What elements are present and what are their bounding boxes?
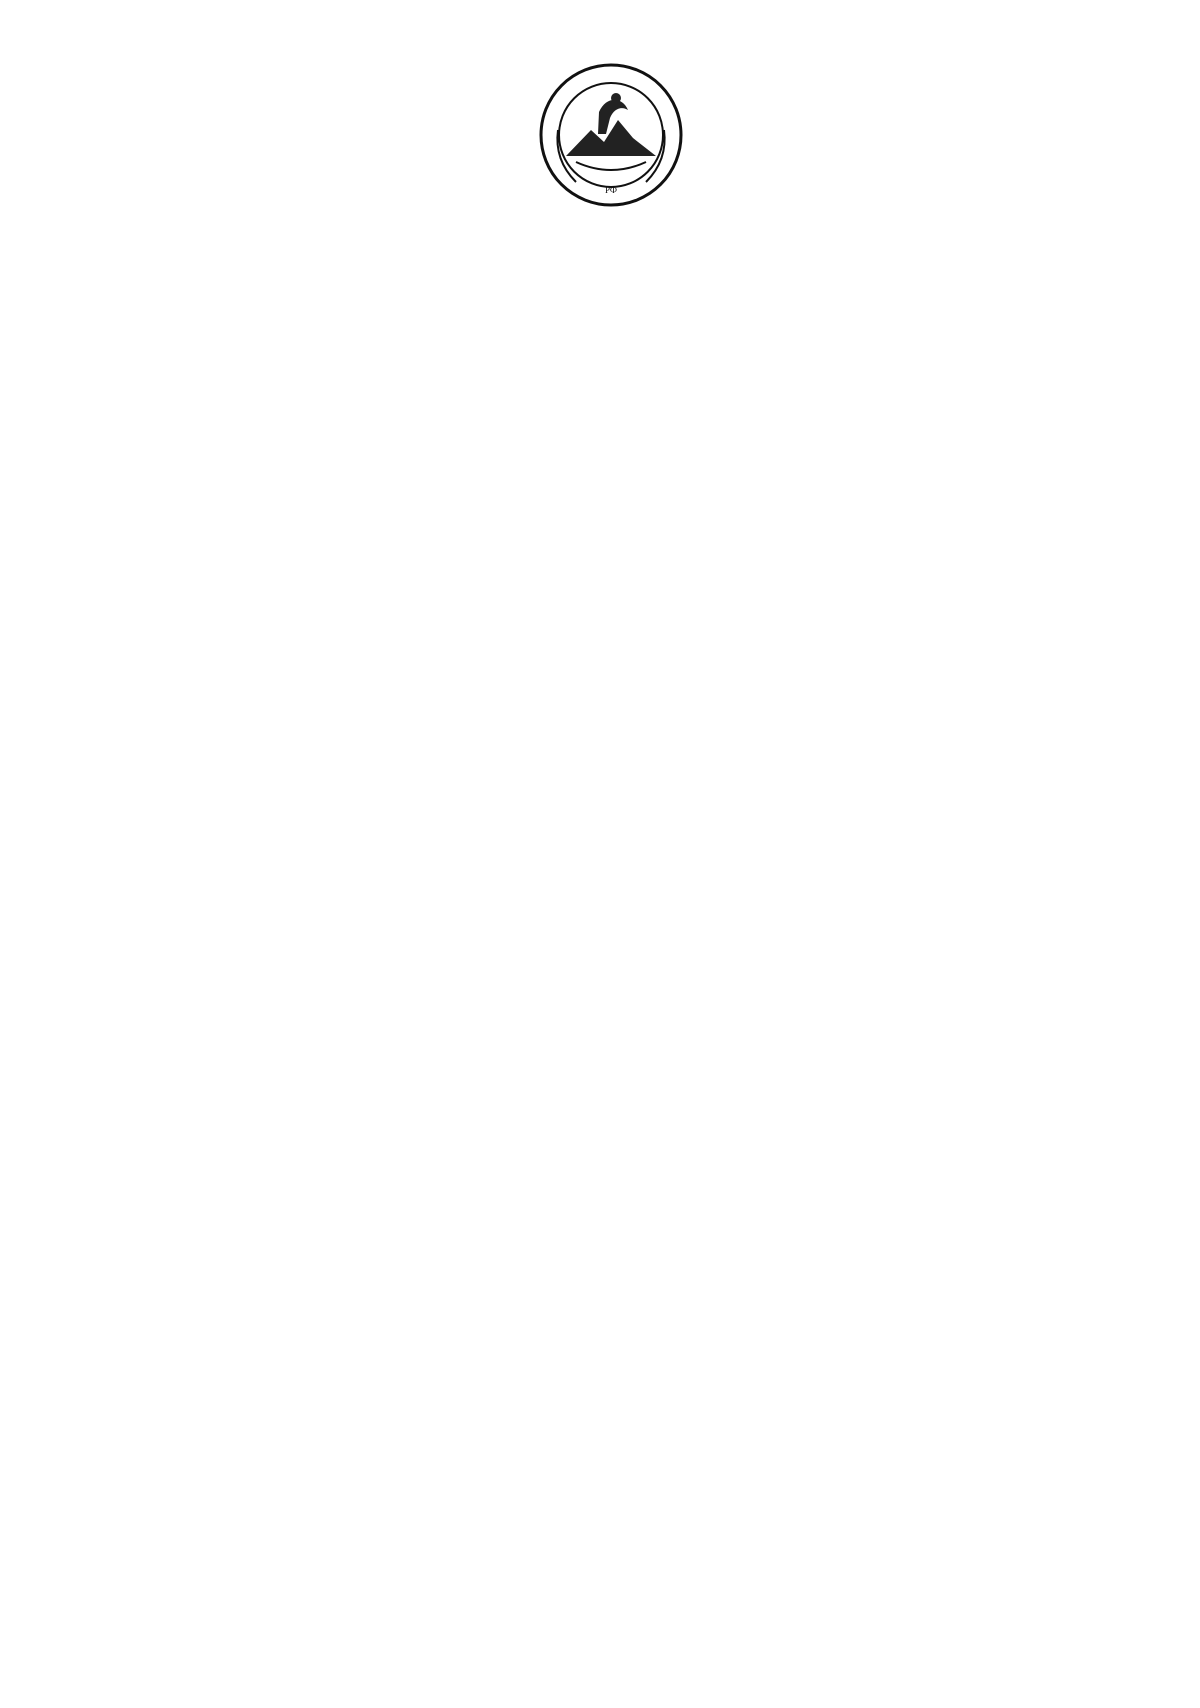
dateline (426, 312, 846, 352)
coat-of-arms-icon (536, 60, 686, 210)
svg-text:РФ: РФ (605, 185, 617, 195)
